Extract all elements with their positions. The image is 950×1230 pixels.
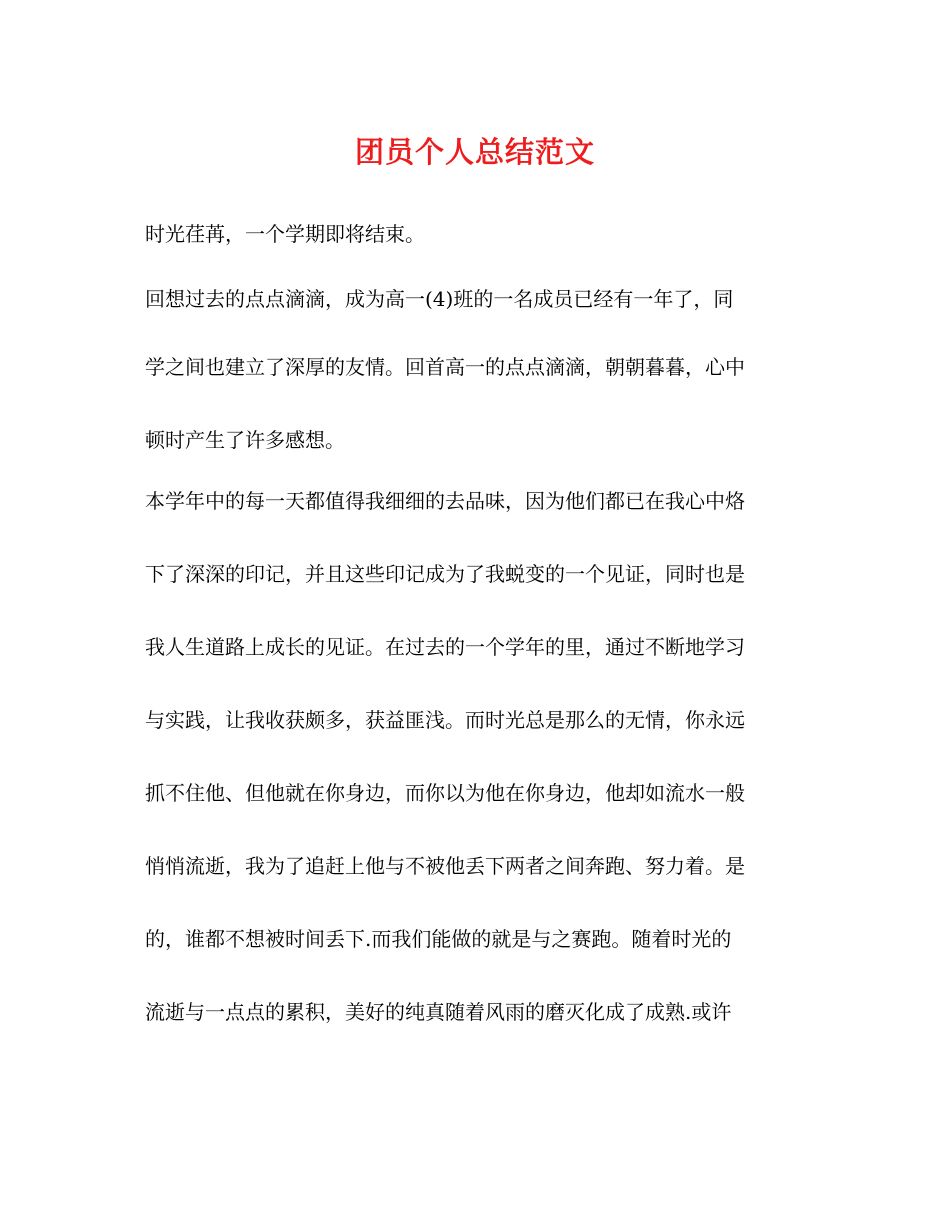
text-line-7: 我人生道路上成长的见证。在过去的一个学年的里，通过不断地学习 [145, 635, 745, 659]
text-line-1: 时光荏苒，一个学期即将结束。 [145, 222, 425, 246]
text-line-8: 与实践，让我收获颇多，获益匪浅。而时光总是那么的无情，你永远 [145, 708, 745, 732]
text-line-11: 的，谁都不想被时间丢下.而我们能做的就是与之赛跑。随着时光的 [145, 927, 732, 951]
text-line-5: 本学年中的每一天都值得我细细的去品味，因为他们都已在我心中烙 [145, 489, 745, 513]
text-line-10: 悄悄流逝，我为了追赶上他与不被他丢下两者之间奔跑、努力着。是 [145, 854, 745, 878]
text-line-4: 顿时产生了许多感想。 [145, 428, 345, 452]
text-line-9: 抓不住他、但他就在你身边，而你以为他在你身边，他却如流水一般 [145, 781, 745, 805]
text-line-3: 学之间也建立了深厚的友情。回首高一的点点滴滴，朝朝暮暮，心中 [145, 355, 745, 379]
document-title: 团员个人总结范文 [354, 135, 595, 169]
text-line-12: 流逝与一点点的累积，美好的纯真随着风雨的磨灭化成了成熟.或许 [145, 1000, 732, 1024]
text-line-6: 下了深深的印记，并且这些印记成为了我蜕变的一个见证，同时也是 [145, 562, 745, 586]
text-line-2: 回想过去的点点滴滴，成为高一(4)班的一名成员已经有一年了，同 [145, 287, 734, 311]
